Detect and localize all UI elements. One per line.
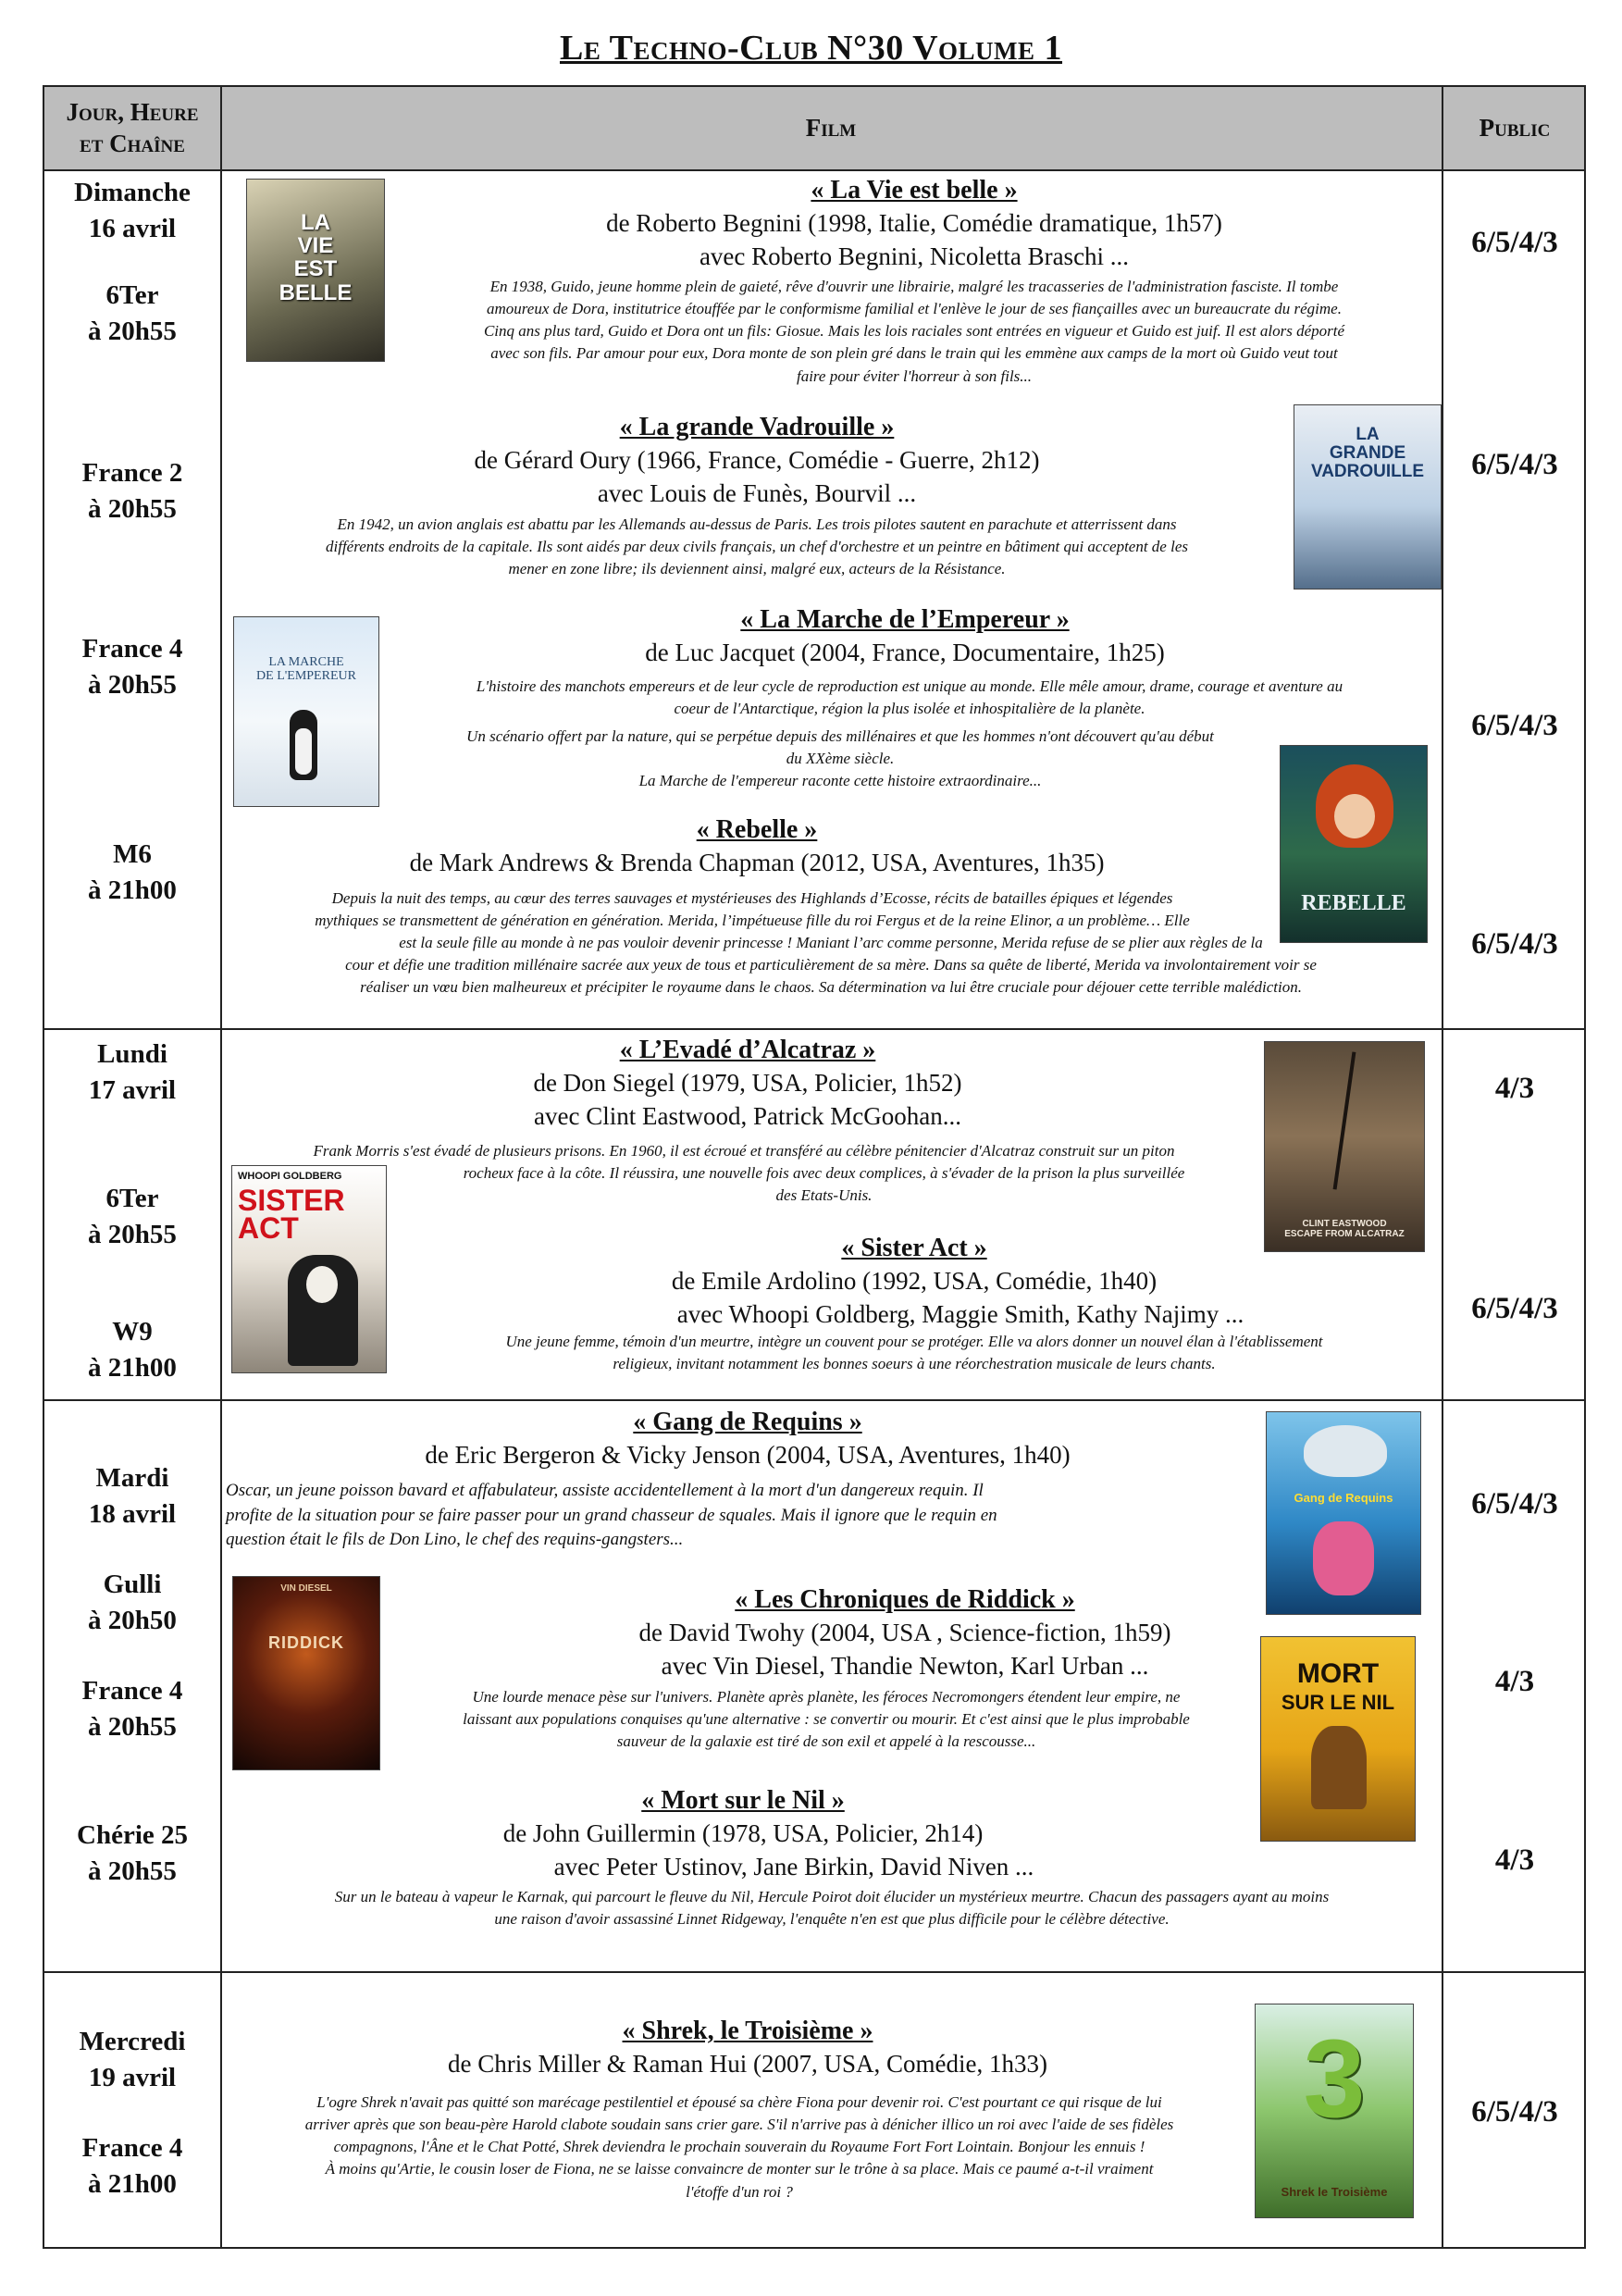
film-cast: avec Peter Ustinov, Jane Birkin, David Niven ... xyxy=(553,1852,1034,1880)
film-synopsis: Depuis la nuit des temps, au cœur des terres sauvages et mystérieuses des Highlands d’Ecosse, récits de batailles épiques et légendes mythiques se transmettent de génération en génération. Merida, l’impétueuse fille du roi Fergus et de la reine Elinor, a un problème… Elle xyxy=(315,889,1190,930)
channel-time: Chérie 25 à 20h55 xyxy=(77,1820,188,1886)
film-title: « La Marche de l’Empereur » xyxy=(740,605,1070,634)
movie-poster: VIN DIESEL RIDDICK xyxy=(232,1576,380,1770)
channel-time: W9 à 21h00 xyxy=(88,1317,177,1383)
movie-poster: MORT SUR LE NIL xyxy=(1260,1636,1416,1842)
film-synopsis: En 1938, Guido, jeune homme plein de gaieté, rêve d'ouvrir une librairie, malgré les tracasseries de l'administration fasciste. Il tombe amoureux de Dora, institutrice étouffée par le conformisme familial et l'enlève le jour de ses fiançailles avec un bureaucrate du régime. Cinq ans plus tard, Guido et Dora ont un fils: Giosue. Mais les lois raciales sont entrées en vigueur et Guido est juif. Il est alors déporté avec son fils. Par amour pour eux, Dora monte de son plein gré dans le train qui les emmène aux camps de la mort où Guido veut tout faire pour éviter l'horreur à son fils... xyxy=(483,278,1345,385)
header-public: Public xyxy=(1479,113,1551,142)
film-credit: de Luc Jacquet (2004, France, Documentaire, 1h25) xyxy=(645,638,1165,666)
movie-poster: LA MARCHE DE L'EMPEREUR xyxy=(233,616,379,807)
channel-time: France 4 à 20h55 xyxy=(81,1676,183,1742)
channel-time: Gulli à 20h50 xyxy=(88,1570,177,1635)
film-synopsis-continued: rocheux face à la côte. Il réussira, une nouvelle fois avec deux complices, à s'évader de la prison la plus surveillée des Etats-Unis. xyxy=(463,1164,1185,1205)
row-divider xyxy=(44,1399,1584,1401)
column-divider xyxy=(1442,87,1443,2247)
film-entry xyxy=(239,813,1275,880)
day-label: Mardi 18 avril xyxy=(88,1463,177,1529)
film-entry xyxy=(239,2015,1257,2081)
film-credit: de Eric Bergeron & Vicky Jenson (2004, USA, Aventures, 1h40) xyxy=(425,1440,1071,1469)
film-title: « Rebelle » xyxy=(696,815,818,844)
film-entry xyxy=(239,1406,1257,1472)
movie-poster: 3 Shrek le Troisième xyxy=(1255,2004,1414,2218)
film-synopsis: L'histoire des manchots empereurs et de leur cycle de reproduction est unique au monde. Elle mêle amour, drame, courage et aventure au coeur de l'Antarctique, région la plus isolée et inhospitalière de la planète. xyxy=(476,677,1343,718)
film-entry xyxy=(405,174,1423,274)
film-credit: de Don Siegel (1979, USA, Policier, 1h52) xyxy=(533,1068,962,1097)
movie-poster: Gang de Requins xyxy=(1266,1411,1421,1615)
movie-poster: CLINT EASTWOOD ESCAPE FROM ALCATRAZ xyxy=(1264,1041,1425,1252)
public-rating: 6/5/4/3 xyxy=(1471,1487,1558,1520)
film-synopsis: Oscar, un jeune poisson bavard et affabulateur, assiste accidentellement à la mort d'un dangereux requin. Il profite de la situation pour se faire passer pour un grand chasseur de squales. Mais il ignore que le requin en question était le fils de Don Lino, le chef des requins-gangsters... xyxy=(226,1481,997,1550)
film-cast: avec Clint Eastwood, Patrick McGoohan... xyxy=(534,1101,961,1130)
film-synopsis: L'ogre Shrek n'avait pas quitté son marécage pestilentiel et épousé sa chère Fiona pour devenir roi. C'est pourtant ce qui risque de lui arriver après que son beau-père Harold clabote soudain sans crier gare. S'il n'arrive pas à dénicher illico un roi avec l'aide de ses fidèles compagnons, l'Âne et le Chat Potté, Shrek deviendra le prochain souverain du Royaume Fort Fort Lointain. Bonjour les ennuis ! À moins qu'Artie, le cousin loser de Fiona, ne se laisse convaincre de monter sur le trône à sa place. Mais ce paumé a-t-il vraiment l'étoffe d'un roi ? xyxy=(304,2093,1174,2201)
film-entry xyxy=(239,1784,1247,1884)
film-entry xyxy=(405,1232,1423,1332)
film-entry xyxy=(239,411,1275,511)
film-cast: avec Roberto Begnini, Nicoletta Braschi ... xyxy=(699,242,1130,270)
public-rating: 6/5/4/3 xyxy=(1471,1292,1558,1325)
channel-time: France 4 à 20h55 xyxy=(81,634,183,700)
film-entry xyxy=(239,1034,1257,1134)
film-title: « L’Evadé d’Alcatraz » xyxy=(619,1036,876,1064)
film-title: « Gang de Requins » xyxy=(633,1408,862,1436)
header-day-time-channel: Jour, Heure et Chaîne xyxy=(66,97,199,157)
channel-time: M6 à 21h00 xyxy=(88,839,177,905)
day-label: Dimanche 16 avril xyxy=(74,178,191,243)
public-rating: 6/5/4/3 xyxy=(1471,927,1558,961)
channel-time: France 4 à 21h00 xyxy=(81,2133,183,2199)
film-cast: avec Vin Diesel, Thandie Newton, Karl Urban ... xyxy=(661,1651,1149,1680)
film-synopsis: Une jeune femme, témoin d'un meurtre, intègre un couvent pour se protéger. Elle va alors donner un nouvel élan à l'établissement religieux, invitant notamment les bonnes soeurs à une réorchestration musicale de leurs chants. xyxy=(505,1333,1323,1373)
movie-poster: LA VIE EST BELLE xyxy=(246,179,385,362)
film-synopsis-continued: Un scénario offert par la nature, qui se perpétue depuis des millénaires et que les hommes n'ont découvert qu'au début du XXème siècle. La Marche de l'empereur raconte cette histoire extraordinaire... xyxy=(466,727,1214,790)
day-label: Mercredi 19 avril xyxy=(79,2027,186,2092)
column-divider xyxy=(220,87,222,2247)
row-divider xyxy=(44,1028,1584,1030)
movie-poster: WHOOPI GOLDBERG SISTER ACT xyxy=(231,1165,387,1373)
public-rating: 6/5/4/3 xyxy=(1471,226,1558,259)
film-synopsis-continued: est la seule fille au monde à ne pas vouloir devenir princesse ! Maniant l’arc comme personne, Merida refuse de se plier aux règles de la cour et défie une tradition millénaire sacrée aux yeux de tous et particulièrement de sa mère. Dans sa quête de liberté, Merida va involontairement voir se réaliser un vœu bien malheureux et précipiter le royaume dans le chaos. Sa détermination va lui être cruciale pour déjouer cette terrible malédiction. xyxy=(345,934,1317,997)
film-credit: de Mark Andrews & Brenda Chapman (2012, USA, Aventures, 1h35) xyxy=(409,848,1105,876)
film-synopsis: Une lourde menace pèse sur l'univers. Planète après planète, les féroces Necromongers étendent leur empire, ne laissant aux populations conquises qu'une alternative : se convertir ou mourir. Et c'est ainsi que le plus improbable sauveur de la galaxie est tiré de son exil et appelé à la rescousse... xyxy=(463,1688,1190,1751)
channel-time: 6Ter à 20h55 xyxy=(88,280,177,346)
day-label: Lundi 17 avril xyxy=(88,1039,177,1105)
row-divider xyxy=(44,169,1584,171)
film-title: « Shrek, le Troisième » xyxy=(622,2017,873,2045)
page-title: Le Techno-Club N°30 Volume 1 xyxy=(559,29,1063,68)
film-title: « Mort sur le Nil » xyxy=(641,1786,845,1815)
channel-time: 6Ter à 20h55 xyxy=(88,1184,177,1249)
film-credit: de Roberto Begnini (1998, Italie, Comédie dramatique, 1h57) xyxy=(606,208,1222,237)
film-cast: avec Whoopi Goldberg, Maggie Smith, Kathy Najimy ... xyxy=(676,1299,1244,1328)
film-title: « La grande Vadrouille » xyxy=(619,413,895,441)
film-title: « La Vie est belle » xyxy=(811,176,1018,205)
film-synopsis: Sur un le bateau à vapeur le Karnak, qui parcourt le fleuve du Nil, Hercule Poirot doit élucider un mystérieux meurtre. Chacun des passagers ayant au moins une raison d'avoir assassiné Linnet Ridgeway, l'enquête n'en est que plus difficile pour le célèbre détective. xyxy=(334,1888,1330,1929)
public-rating: 6/5/4/3 xyxy=(1471,448,1558,481)
film-synopsis: En 1942, un avion anglais est abattu par les Allemands au-dessus de Paris. Les trois pilotes sautent en parachute et atterrissent dans différents endroits de la capitale. Ils sont aidés par deux civils français, un chef d'orchestre et un peintre en bâtiment qui acceptent de les mener en zone libre; ils deviennent ainsi, malgré eux, acteurs de la Résistance. xyxy=(326,515,1188,578)
film-credit: de Gérard Oury (1966, France, Comédie - Guerre, 2h12) xyxy=(474,445,1040,474)
movie-poster: REBELLE xyxy=(1280,745,1428,943)
public-rating: 6/5/4/3 xyxy=(1471,709,1558,742)
public-rating: 4/3 xyxy=(1494,1072,1535,1105)
program-table xyxy=(43,85,1586,2249)
film-credit: de Emile Ardolino (1992, USA, Comédie, 1h40) xyxy=(671,1266,1158,1295)
row-divider xyxy=(44,1971,1584,1973)
channel-time: France 2 à 20h55 xyxy=(81,458,183,524)
public-rating: 4/3 xyxy=(1494,1843,1535,1877)
film-credit: de Chris Miller & Raman Hui (2007, USA, Comédie, 1h33) xyxy=(448,2049,1047,2078)
public-rating: 6/5/4/3 xyxy=(1471,2095,1558,2128)
movie-poster: LA GRANDE VADROUILLE xyxy=(1294,404,1442,590)
film-credit: de David Twohy (2004, USA , Science-fiction, 1h59) xyxy=(638,1618,1171,1646)
film-cast: avec Louis de Funès, Bourvil ... xyxy=(597,478,917,507)
film-title: « Les Chroniques de Riddick » xyxy=(735,1585,1075,1614)
film-title: « Sister Act » xyxy=(841,1234,987,1262)
public-rating: 4/3 xyxy=(1494,1665,1535,1698)
film-synopsis: Frank Morris s'est évadé de plusieurs prisons. En 1960, il est écroué et transféré au célèbre pénitencier d'Alcatraz construit sur un piton xyxy=(313,1142,1175,1160)
film-credit: de John Guillermin (1978, USA, Policier, 2h14) xyxy=(502,1818,984,1847)
header-film: Film xyxy=(805,113,857,142)
film-entry xyxy=(396,603,1414,670)
